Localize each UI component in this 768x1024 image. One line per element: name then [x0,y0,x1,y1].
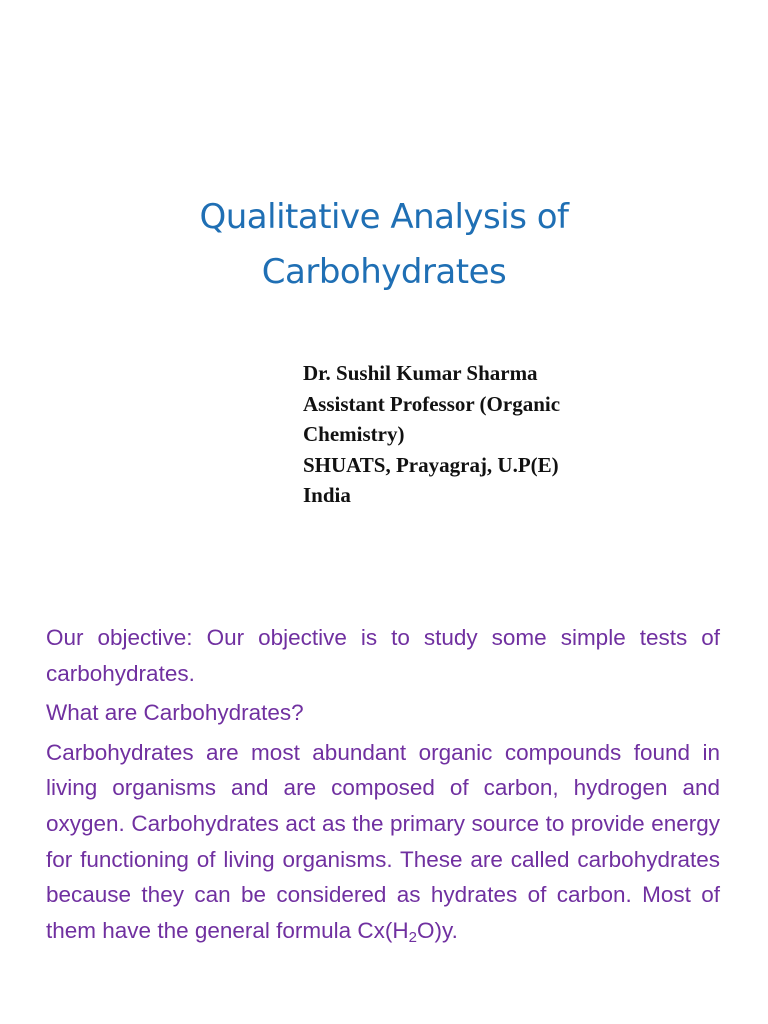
author-institution: SHUATS, Prayagraj, U.P(E) [303,452,559,477]
title-line-2: Carbohydrates [261,252,507,292]
author-country: India [303,483,351,507]
objective-paragraph: Our objective: Our objective is to study some simple tests of carbohydrates. [46,625,720,686]
definition-text-end: O)y. [417,917,458,943]
body-text [46,620,720,955]
author-block [303,358,633,511]
definition-text: Carbohydrates are most abundant organic compounds found in living organisms and are composed of carbon, hydrogen and oxygen. Carbohydrates act as the primary source to provide energy for functioning of living organisms. These are called carbohydrates because they can be considered as hydrates of carbon. Most of them have the general formula Cx(H [46,739,720,943]
author-position-line-2: Chemistry) [303,422,405,446]
definition-paragraph [46,735,720,956]
question-paragraph: What are Carbohydrates? [46,700,304,726]
slide-title [0,190,768,300]
formula-subscript: 2 [408,928,418,946]
title-line-1: Qualitative Analysis of [199,197,569,237]
author-name: Dr. Sushil Kumar Sharma [303,361,538,385]
author-position-line-1: Assistant Professor (Organic [303,391,561,416]
